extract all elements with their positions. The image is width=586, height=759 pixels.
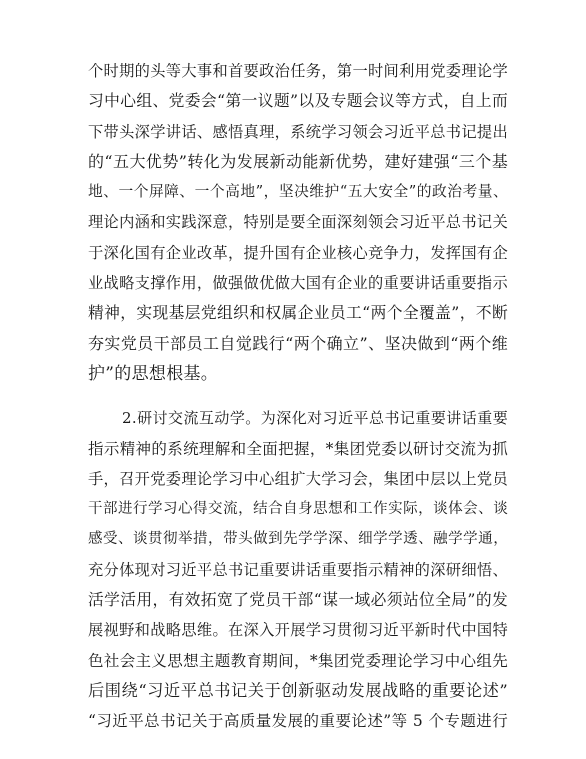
paragraph-line: 理论内涵和实践深意，特别是要全面深刻领会习近平总书记关	[88, 213, 508, 232]
paragraph-line: 习中心组、党委会“第一议题”以及专题会议等方式，自上而	[88, 91, 508, 111]
paragraph-line: 手，召开党委理论学习中心组扩大学习会，集团中层以上党员	[88, 469, 508, 488]
paragraph-line: “习近平总书记关于高质量发展的重要论述”等 5 个专题进行	[88, 712, 508, 731]
paragraph-line: 于深化国有企业改革，提升国有企业核心竞争力，发挥国有企	[88, 243, 508, 262]
paragraph-line: 干部进行学习心得交流，结合自身思想和工作实际，谈体会、谈	[88, 501, 508, 518]
paragraph-line: 后围绕“习近平总书记关于创新驱动发展战略的重要论述”	[88, 680, 508, 700]
paragraph-line: 业战略支撑作用，做强做优做大国有企业的重要讲话重要指示	[88, 274, 508, 293]
paragraph-line: 个时期的头等大事和首要政治任务，第一时间利用党委理论学	[88, 62, 508, 80]
paragraph-line: 色社会主义思想主题教育期间，*集团党委理论学习中心组先	[88, 651, 508, 670]
paragraph-line: 2.研讨交流互动学。为深化对习近平总书记重要讲话重要	[122, 409, 508, 428]
paragraph-line: 指示精神的系统理解和全面把握，*集团党委以研讨交流为抓	[88, 439, 508, 458]
paragraph-1	[88, 56, 508, 389]
paragraph-line: 地、一个屏障、一个高地”，坚决维护“五大安全”的政治考量、	[88, 183, 508, 201]
paragraph-line: 夯实党员干部员工自觉践行“两个确立”、坚决做到“两个维	[88, 333, 508, 353]
document-body	[88, 56, 508, 737]
paragraph-gap	[88, 389, 508, 403]
paragraph-line: 充分体现对习近平总书记重要讲话重要指示精神的深研细悟、	[88, 560, 508, 579]
paragraph-line: 护”的思想根基。	[88, 363, 219, 384]
paragraph-line: 活学活用，有效拓宽了党员干部“谋一域必须站位全局”的发	[88, 590, 508, 610]
paragraph-line: 下带头深学讲话、感悟真理，系统学习领会习近平总书记提出	[88, 122, 508, 141]
paragraph-line: 精神，实现基层党组织和权属企业员工“两个全覆盖”，不断	[88, 303, 508, 323]
paragraph-line: 的“五大优势”转化为发展新动能新优势，建好建强“三个基	[88, 151, 508, 171]
paragraph-2	[88, 403, 508, 736]
paragraph-line: 展视野和战略思维。在深入开展学习贯彻习近平新时代中国特	[88, 621, 508, 640]
paragraph-line: 感受、谈贯彻举措，带头做到先学学深、细学学透、融学学通，	[88, 531, 508, 548]
